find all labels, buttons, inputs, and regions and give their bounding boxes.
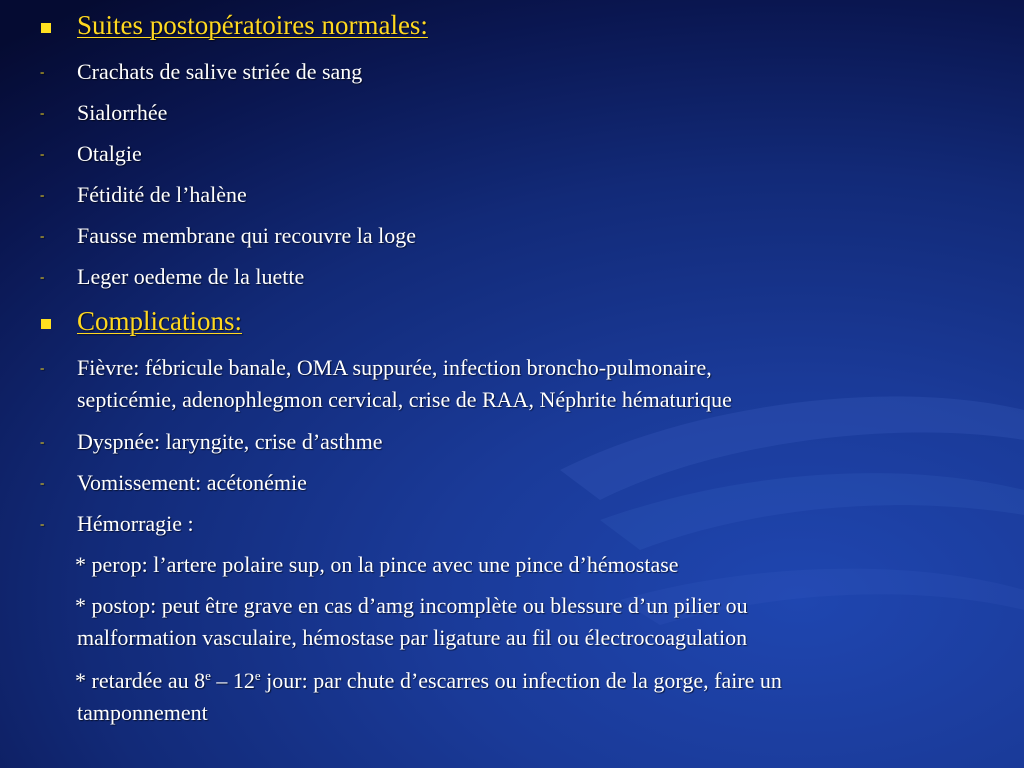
section-heading-row	[0, 10, 1024, 46]
list-item	[0, 261, 1024, 293]
list-item-text: Vomissement: acétonémie	[77, 470, 307, 495]
dash-bullet-icon: -	[40, 516, 45, 531]
sub-item-text: * perop: l’artere polaire sup, on la pince avec une pince d’hémostase	[75, 552, 679, 577]
section-heading-row	[0, 306, 1024, 342]
dash-bullet-icon: -	[40, 187, 45, 202]
dash-bullet-icon: -	[40, 228, 45, 243]
section-heading-complications: Complications:	[77, 306, 242, 336]
list-item	[0, 467, 1024, 499]
list-item	[0, 179, 1024, 211]
list-item-text-continued: septicémie, adenophlegmon cervical, crise de RAA, Néphrite hématurique	[77, 387, 732, 412]
square-bullet-icon	[41, 319, 51, 329]
list-item-text: Fétidité de l’halène	[77, 182, 247, 207]
dash-bullet-icon: -	[40, 269, 45, 284]
sub-item	[0, 549, 1024, 581]
list-item	[0, 426, 1024, 458]
list-item	[0, 352, 1024, 416]
sub-item	[0, 590, 1024, 654]
section-heading-normal: Suites postopératoires normales:	[77, 10, 428, 40]
list-item-text: Fausse membrane qui recouvre la loge	[77, 223, 417, 248]
dash-bullet-icon: -	[40, 475, 45, 490]
list-item	[0, 220, 1024, 252]
dash-bullet-icon: -	[40, 434, 45, 449]
list-item-text: Sialorrhée	[77, 100, 168, 125]
list-item	[0, 56, 1024, 88]
list-item-text: Fièvre: fébricule banale, OMA suppurée, infection broncho-pulmonaire,	[77, 355, 712, 380]
dash-bullet-icon: -	[40, 64, 45, 79]
list-item-text: Leger oedeme de la luette	[77, 264, 305, 289]
sub-item-text-continued: malformation vasculaire, hémostase par ligature au fil ou électrocoagulation	[77, 625, 748, 650]
sub-item-text: * retardée au 8e – 12e jour: par chute d’escarres ou infection de la gorge, faire un	[75, 668, 782, 693]
sub-item	[0, 665, 1024, 729]
list-item-text: Otalgie	[77, 141, 142, 166]
list-item-text: Crachats de salive striée de sang	[77, 59, 363, 84]
list-item	[0, 138, 1024, 170]
list-item	[0, 508, 1024, 540]
dash-bullet-icon: -	[40, 105, 45, 120]
list-item-text: Hémorragie :	[77, 511, 194, 536]
sub-item-text-continued: tamponnement	[77, 700, 208, 725]
dash-bullet-icon: -	[40, 360, 45, 375]
dash-bullet-icon: -	[40, 146, 45, 161]
list-item	[0, 97, 1024, 129]
square-bullet-icon	[41, 23, 51, 33]
sub-item-text: * postop: peut être grave en cas d’amg incomplète ou blessure d’un pilier ou	[75, 593, 748, 618]
list-item-text: Dyspnée: laryngite, crise d’asthme	[77, 429, 383, 454]
